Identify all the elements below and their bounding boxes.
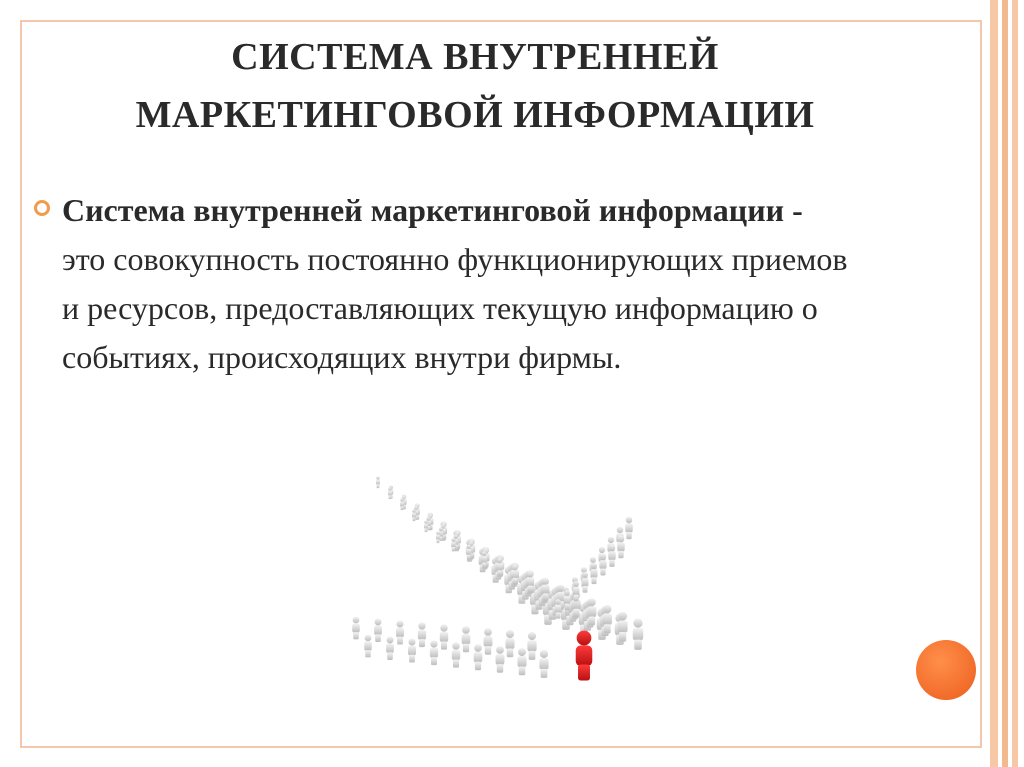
- crowd-figure: [582, 572, 589, 593]
- crowd-figure: [633, 618, 643, 649]
- crowd-figure: [496, 646, 505, 673]
- crowd-figure: [484, 628, 493, 655]
- crowd-figure: [555, 599, 561, 619]
- bullet-icon: [34, 200, 50, 216]
- crowd-figure: [352, 617, 360, 640]
- crowd-figure: [527, 571, 534, 592]
- crowd-figure: [539, 650, 548, 678]
- crowd-figure: [512, 565, 518, 584]
- crowd-figure: [590, 563, 597, 584]
- crowd-figure: [386, 637, 394, 660]
- crowd-figure: [430, 640, 438, 665]
- crowd-figure: [587, 598, 596, 625]
- definition-text: это совокупность постоянно функционирующих приемов и ресурсов, предоставляющих текущую информацию о событиях, происходящих внутри фирмы.: [62, 241, 848, 375]
- definition-paragraph: [62, 186, 852, 382]
- crowd-figure: [396, 620, 404, 644]
- crowd-figure: [412, 509, 416, 521]
- crowd-figure: [418, 622, 426, 647]
- crowd-figure: [608, 545, 615, 567]
- crowd-figure: [474, 644, 483, 670]
- crowd-figure: [388, 487, 392, 499]
- crowd-figure: [564, 590, 571, 610]
- title-line-1: СИСТЕМА ВНУТРЕННЕЙ: [231, 36, 719, 78]
- crowd-figure: [625, 517, 632, 540]
- definition-term: Система внутренней маркетинговой информации -: [62, 192, 803, 228]
- crowd-figure: [505, 630, 514, 657]
- crowd-figure: [603, 605, 612, 633]
- crowd-figure: [408, 638, 416, 662]
- crowd-figure: [364, 635, 372, 658]
- crowd-figure: [400, 498, 404, 510]
- crowd-figure: [573, 581, 580, 601]
- crowd-figure: [517, 648, 526, 675]
- crowd-figure: [436, 531, 440, 543]
- slide-title: [40, 28, 910, 144]
- crowd-figure: [424, 520, 428, 532]
- crowd-figure: [497, 558, 503, 576]
- title-line-2: МАРКЕТИНГОВОЙ ИНФОРМАЦИИ: [135, 94, 815, 136]
- decorative-stripes: [984, 0, 1024, 767]
- crowd-figure: [440, 624, 448, 649]
- crowd-figure: [599, 554, 606, 576]
- crowd-arrow-leader-icon: [338, 470, 648, 702]
- crowd-figure: [452, 642, 460, 667]
- crowd-figure: [462, 626, 471, 652]
- crowd-figure: [451, 538, 455, 551]
- crowd-figure: [481, 551, 486, 567]
- crowd-figure: [618, 612, 628, 642]
- crowd-figure: [617, 536, 624, 559]
- crowd-figure: [376, 476, 380, 488]
- crowd-figure: [374, 619, 382, 642]
- leader-figure: [576, 631, 593, 681]
- crowd-figure: [527, 632, 536, 660]
- leader-person-icon: [576, 631, 593, 681]
- crowd-figure: [466, 545, 471, 560]
- decorative-circle: [916, 640, 976, 700]
- crowd-figure: [542, 578, 549, 600]
- crowd-figures: [352, 476, 643, 678]
